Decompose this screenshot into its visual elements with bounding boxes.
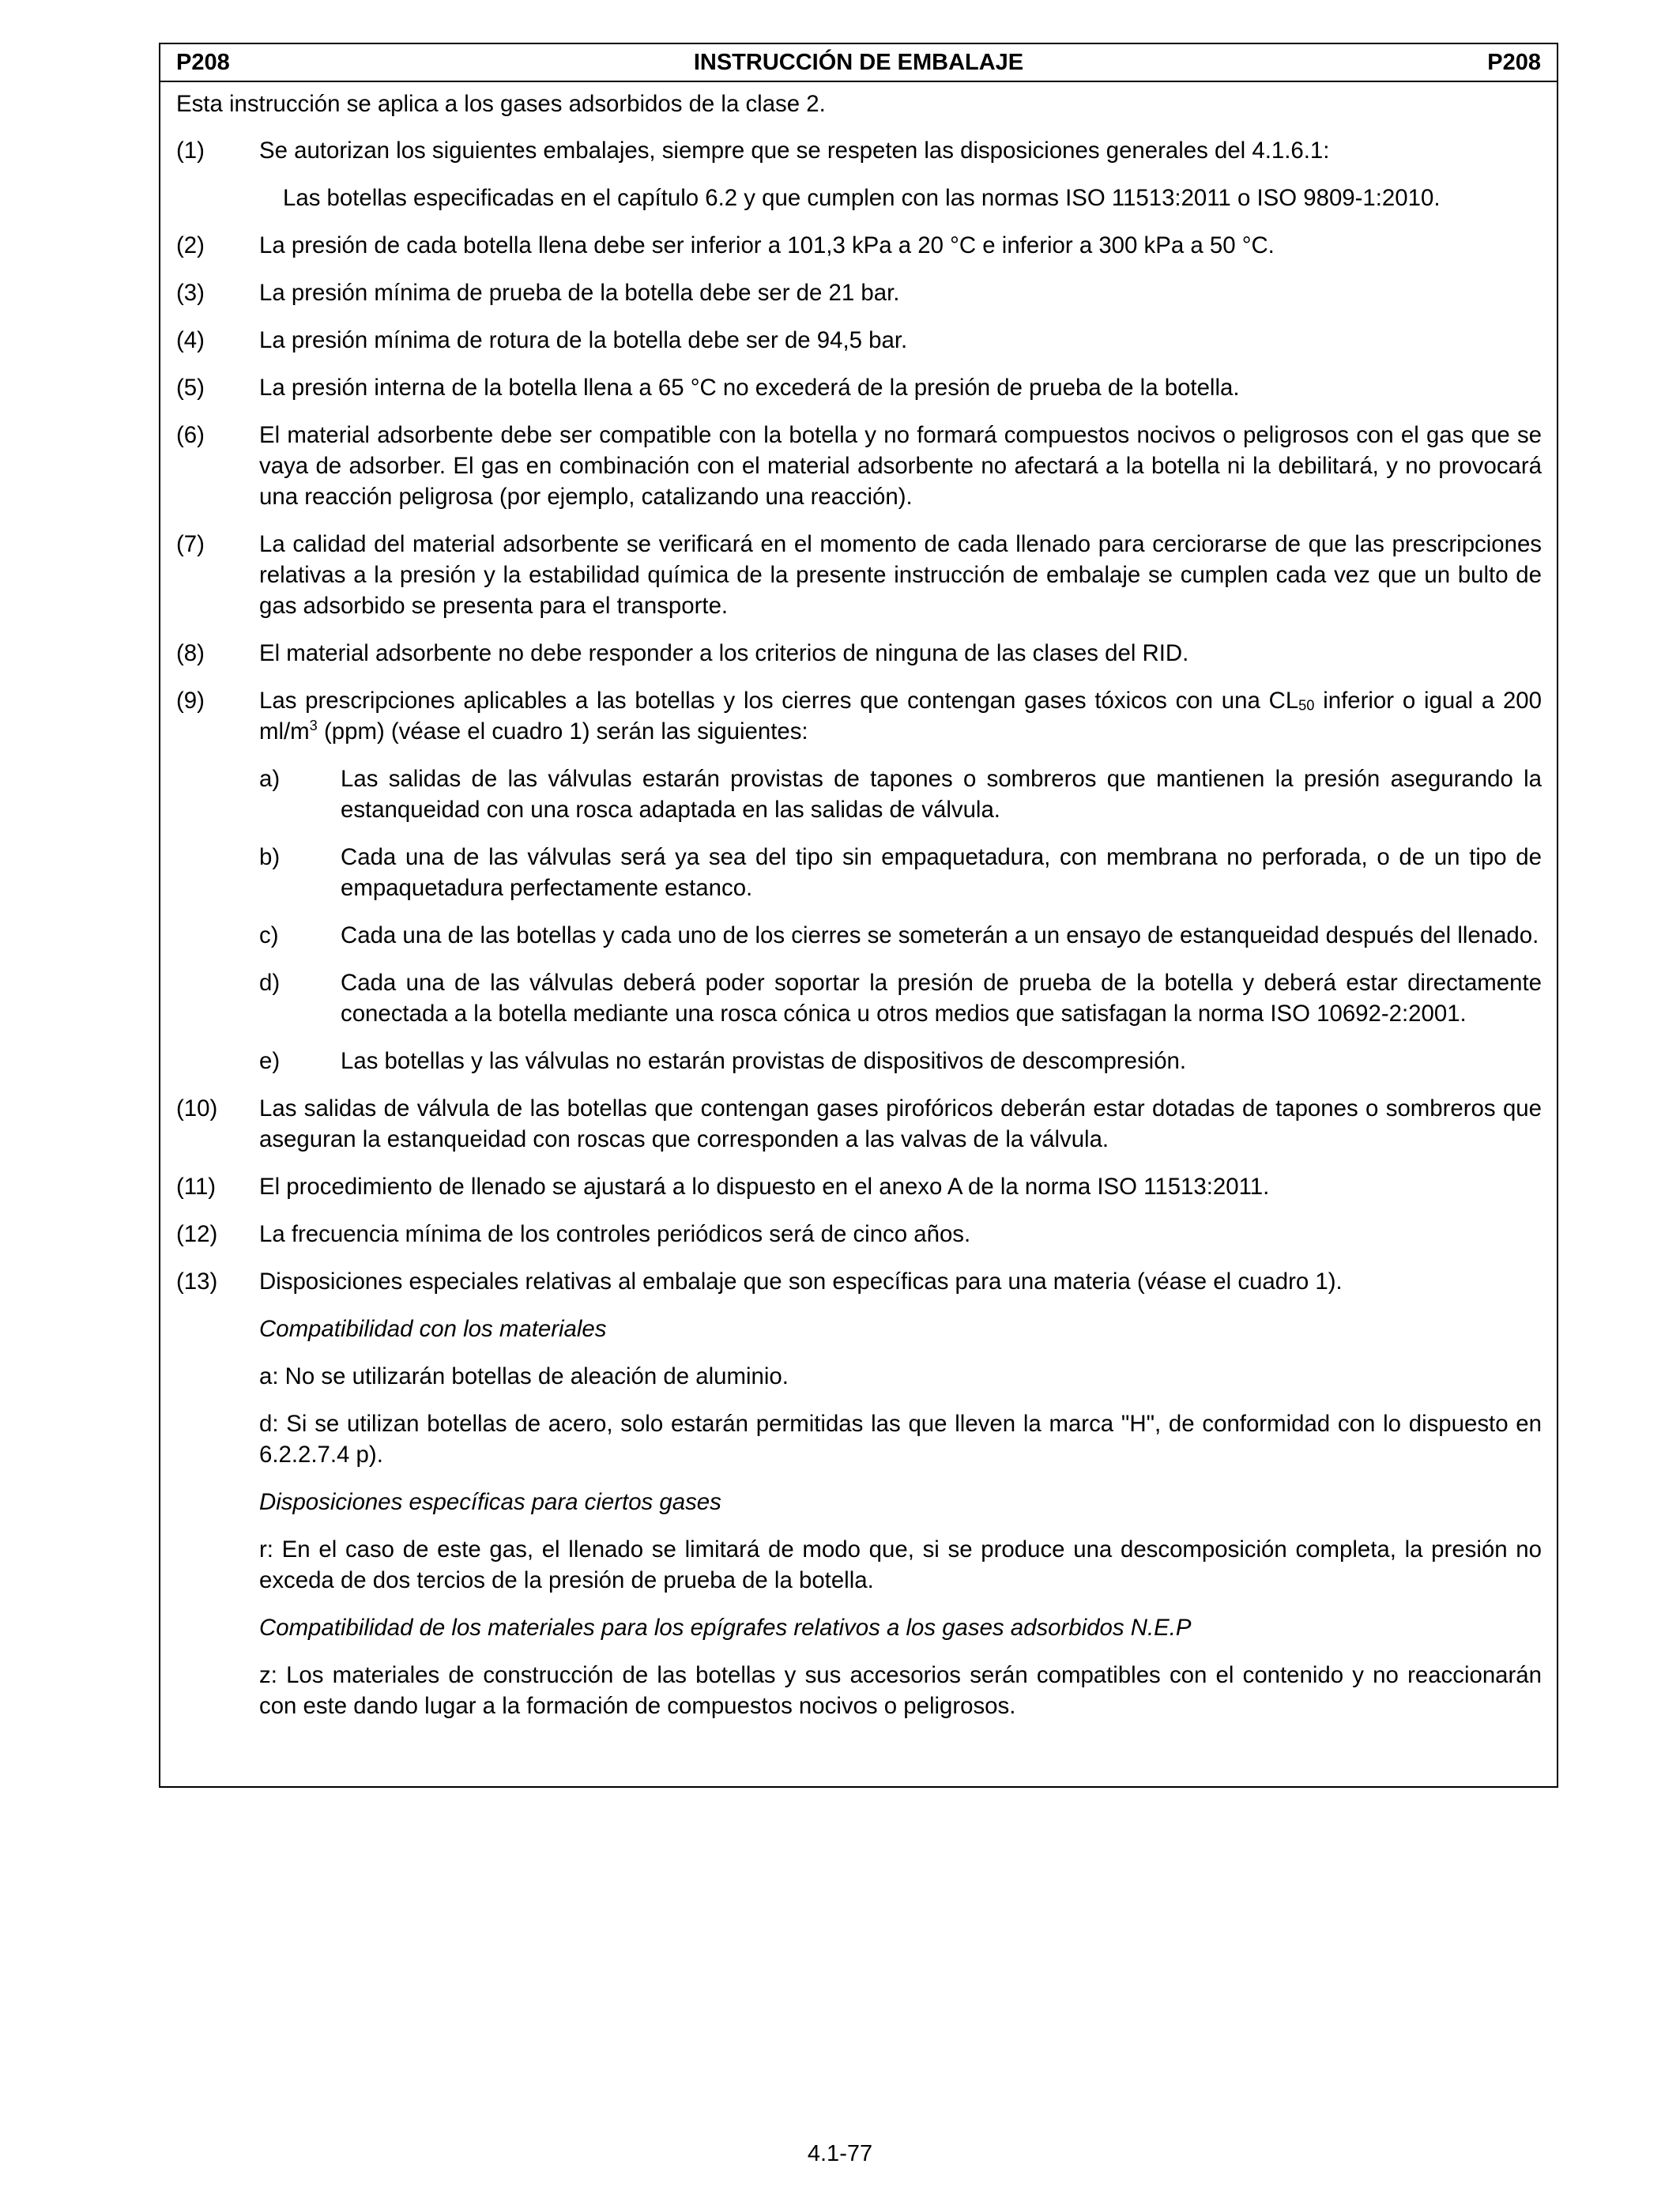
item-9	[176, 685, 1542, 747]
item-number: (5)	[176, 375, 205, 401]
item-4	[176, 325, 1542, 356]
special-provision-r: r: En el caso de este gas, el llenado se limitará de modo que, si se produce una descomposición completa, la presión no exceda de dos tercios de la presión de prueba de la botella.	[259, 1536, 1542, 1593]
subitem-text: Cada una de las válvulas deberá poder soportar la presión de prueba de la botella y deberá estar directamente conectada a la botella mediante una rosca cónica u otros medios que satisfagan la norma ISO 10692-2:2001.	[341, 970, 1542, 1027]
item-text: El material adsorbente debe ser compatible con la botella y no formará compuestos nocivos o peligrosos con el gas que se vaya de adsorber. El gas en combinación con el material adsorbente no afectará a la botella ni la debilitará, y no provocará una reacción peligrosa (por ejemplo, catalizando una reacción).	[259, 422, 1542, 510]
special-heading-nep: Compatibilidad de los materiales para los epígrafes relativos a los gases adsorbidos N.E.P	[259, 1615, 1192, 1641]
page-number: 4.1-77	[807, 2141, 873, 2166]
item-text: Las salidas de válvula de las botellas que contengan gases pirofóricos deberán estar dotadas de tapones o sombreros que aseguran la estanqueidad con roscas que corresponden a las valvas de la válvula.	[259, 1095, 1542, 1152]
item-number: (12)	[176, 1221, 218, 1247]
subitem-letter: b)	[259, 844, 281, 870]
subitem-text: Cada una de las válvulas será ya sea del tipo sin empaquetadura, con membrana no perforada, o de un tipo de empaquetadura perfectamente estanco.	[341, 844, 1542, 901]
subscript: 50	[1298, 697, 1315, 714]
subitem-letter: a)	[259, 766, 281, 792]
subitem-a	[176, 763, 1542, 825]
item-text: La frecuencia mínima de los controles periódicos será de cinco años.	[259, 1221, 971, 1247]
item-1-detail: Las botellas especificadas en el capítulo 6.2 y que cumplen con las normas ISO 11513:2011 o ISO 9809-1:2010.	[283, 185, 1441, 211]
item-text-part: inferior o igual a 200 ml/m	[259, 688, 1542, 745]
subitem-letter: d)	[259, 970, 281, 996]
superscript: 3	[309, 718, 318, 734]
item-number: (4)	[176, 327, 205, 353]
item-text: El material adsorbente no debe responder a los criterios de ninguna de las clases del RID.	[259, 640, 1189, 666]
item-text: La calidad del material adsorbente se verificará en el momento de cada llenado para cerciorarse de que las prescripciones relativas a la presión y la estabilidad química de la presente instrucción de embalaje se cumplen cada vez que un bulto de gas adsorbido se presenta para el transporte.	[259, 531, 1542, 619]
subitem-c	[176, 920, 1542, 951]
subitem-text: Las salidas de las válvulas estarán provistas de tapones o sombreros que mantienen la presión asegurando la estanqueidad con una rosca adaptada en las salidas de válvula.	[341, 766, 1542, 823]
item-5	[176, 372, 1542, 403]
header-title: INSTRUCCIÓN DE EMBALAJE	[693, 50, 1024, 75]
item-number: (3)	[176, 280, 205, 306]
subitem-text: Las botellas y las válvulas no estarán provistas de dispositivos de descompresión.	[341, 1048, 1187, 1074]
special-heading-materials: Compatibilidad con los materiales	[259, 1316, 607, 1342]
item-text-part: (ppm) (véase el cuadro 1) serán las siguientes:	[317, 718, 808, 745]
instruction-content	[176, 89, 1542, 1738]
intro-text: Esta instrucción se aplica a los gases adsorbidos de la clase 2.	[176, 91, 826, 117]
item-text: La presión mínima de rotura de la botella debe ser de 94,5 bar.	[259, 327, 908, 353]
subitem-d	[176, 967, 1542, 1029]
item-number: (11)	[176, 1174, 217, 1200]
item-10	[176, 1093, 1542, 1155]
item-number: (10)	[176, 1095, 218, 1122]
item-number: (8)	[176, 640, 205, 666]
header-code-right: P208	[1487, 50, 1541, 75]
special-heading-gases: Disposiciones específicas para ciertos gases	[259, 1489, 721, 1515]
header-code-left: P208	[176, 50, 230, 75]
item-text-part: Las prescripciones aplicables a las botellas y los cierres que contengan gases tóxicos con una CL	[259, 688, 1299, 714]
item-3	[176, 277, 1542, 308]
item-number: (1)	[176, 138, 205, 164]
item-number: (9)	[176, 688, 205, 714]
instruction-header	[160, 44, 1557, 82]
special-provision-z: z: Los materiales de construcción de las botellas y sus accesorios serán compatibles con el contenido y no reaccionarán con este dando lugar a la formación de compuestos nocivos o peligrosos.	[259, 1662, 1542, 1719]
subitem-b	[176, 842, 1542, 903]
item-number: (2)	[176, 232, 205, 258]
item-11	[176, 1171, 1542, 1202]
special-provision-d: d: Si se utilizan botellas de acero, solo estarán permitidas las que lleven la marca "H", de conformidad con lo dispuesto en 6.2.2.7.4 p).	[259, 1411, 1542, 1468]
item-12	[176, 1219, 1542, 1250]
item-text: Disposiciones especiales relativas al embalaje que son específicas para una materia (véase el cuadro 1).	[259, 1269, 1343, 1295]
item-text: Se autorizan los siguientes embalajes, siempre que se respeten las disposiciones generales del 4.1.6.1:	[259, 138, 1330, 164]
item-text: La presión interna de la botella llena a 65 °C no excederá de la presión de prueba de la botella.	[259, 375, 1240, 401]
item-text: La presión mínima de prueba de la botella debe ser de 21 bar.	[259, 280, 900, 306]
item-13	[176, 1266, 1542, 1297]
item-2	[176, 230, 1542, 261]
item-text: La presión de cada botella llena debe ser inferior a 101,3 kPa a 20 °C e inferior a 300 kPa a 50 °C.	[259, 232, 1275, 258]
special-provision-a: a: No se utilizarán botellas de aleación de aluminio.	[259, 1363, 789, 1389]
item-number: (13)	[176, 1269, 218, 1295]
item-text: El procedimiento de llenado se ajustará a lo dispuesto en el anexo A de la norma ISO 11513:2011.	[259, 1174, 1270, 1200]
item-number: (6)	[176, 422, 205, 448]
item-text	[259, 685, 1542, 747]
item-6	[176, 420, 1542, 512]
packing-instruction-box	[159, 43, 1558, 1788]
item-8	[176, 638, 1542, 669]
item-number: (7)	[176, 531, 205, 557]
subitem-e	[176, 1046, 1542, 1076]
item-7	[176, 529, 1542, 621]
item-1	[176, 135, 1542, 166]
subitem-text: Cada una de las botellas y cada uno de los cierres se someterán a un ensayo de estanqueidad después del llenado.	[341, 922, 1539, 948]
subitem-letter: e)	[259, 1048, 281, 1074]
subitem-letter: c)	[259, 922, 279, 948]
